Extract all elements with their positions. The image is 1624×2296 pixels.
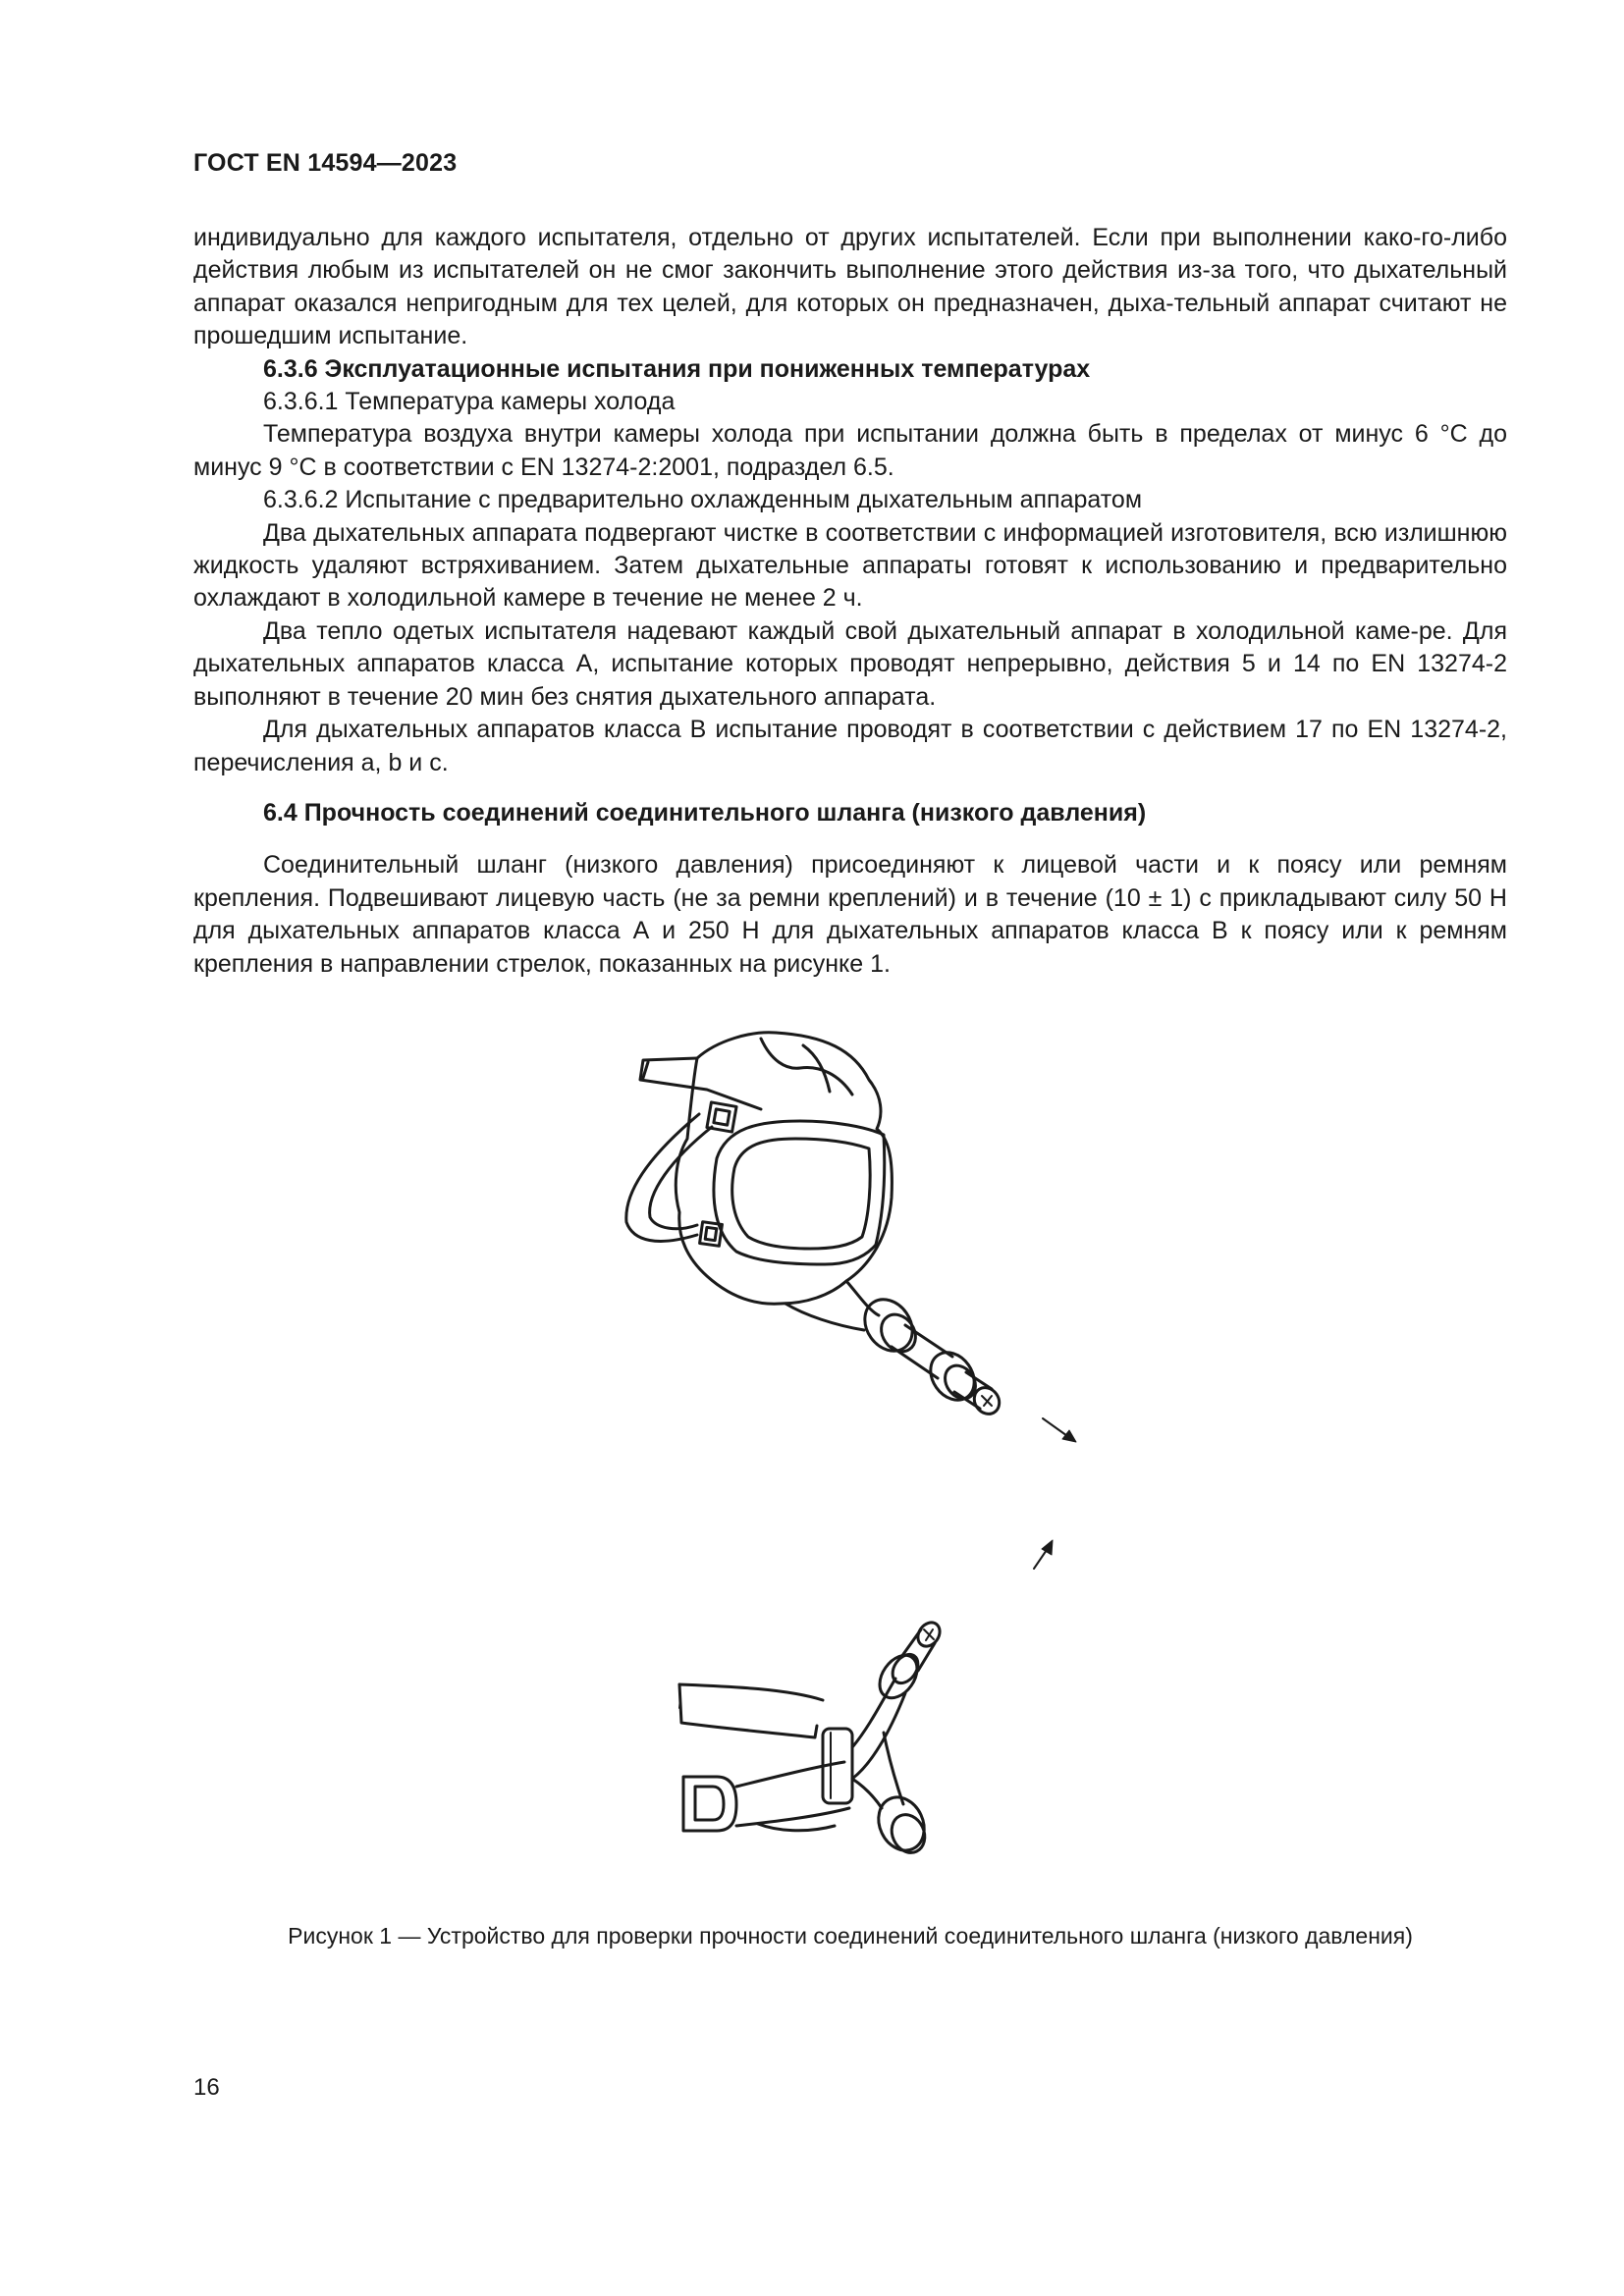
paragraph: индивидуально для каждого испытателя, отдельно от других испытателей. Если при выполнении како-го-либо действия любым из испытателей он не смог закончить выполнение этого действия из-за того, что дыхательный аппарат оказался непригодным для тех целей, для которых он предназначен, дыха-тельный аппарат считают не прошедшим испытание. — [193, 224, 1507, 350]
section-heading: 6.4 Прочность соединений соединительного шланга (низкого давления) — [263, 798, 1147, 827]
section-heading: 6.3.6 Эксплуатационные испытания при пониженных температурах — [263, 354, 1091, 383]
face-mask-illustration — [626, 1033, 1004, 1419]
paragraph: Два тепло одетых испытателя надевают каждый свой дыхательный аппарат в холодильной каме-ре. Для дыхательных аппаратов класса А, испытание которых проводят непрерывно, действия 5 и 14 по EN 13274-2 выполняют в течение 20 мин без снятия дыхательного аппарата. — [193, 616, 1507, 711]
paragraph: Для дыхательных аппаратов класса В испытание проводят в соответствии с действием 17 по EN 13274-2, перечисления а, b и с. — [193, 716, 1507, 776]
document-header: ГОСТ EN 14594—2023 — [193, 149, 458, 177]
paragraph: Температура воздуха внутри камеры холода при испытании должна быть в пределах от минус 6 °С до минус 9 °С в соответствии с EN 13274-2:2001, подраздел 6.5. — [193, 420, 1507, 481]
paragraph: Два дыхательных аппарата подвергают чистке в соответствии с информацией изготовителя, всю излишнюю жидкость удаляют встряхиванием. Затем дыхательные аппараты готовят к использованию и предварительно охлаждают в холодильной камере в течение не менее 2 ч. — [193, 518, 1507, 613]
subsection-heading: 6.3.6.2 Испытание с предварительно охлажденным дыхательным аппаратом — [263, 486, 1143, 514]
subsection-heading: 6.3.6.1 Температура камеры холода — [263, 388, 676, 416]
figure-1 — [589, 1001, 1139, 1904]
paragraph: Соединительный шланг (низкого давления) присоединяют к лицевой части и к поясу или ремням крепления. Подвешивают лицевую часть (не за ремни креплений) и в течение (10 ± 1) с прикладывают силу 50 Н для дыхательных аппаратов класса А и 250 Н для дыхательных аппаратов класса В к поясу или к ремням крепления в направлении стрелок, показанных на рисунке 1. — [193, 851, 1507, 978]
body-text — [193, 222, 1507, 981]
figure-caption: Рисунок 1 — Устройство для проверки прочности соединений соединительного шланга (низкого давления) — [288, 1923, 1413, 1949]
page-number: 16 — [193, 2074, 220, 2101]
belt-hose-illustration — [679, 1619, 945, 1858]
pull-arrow-up — [1034, 1540, 1053, 1569]
pull-arrow-down — [1043, 1418, 1076, 1442]
